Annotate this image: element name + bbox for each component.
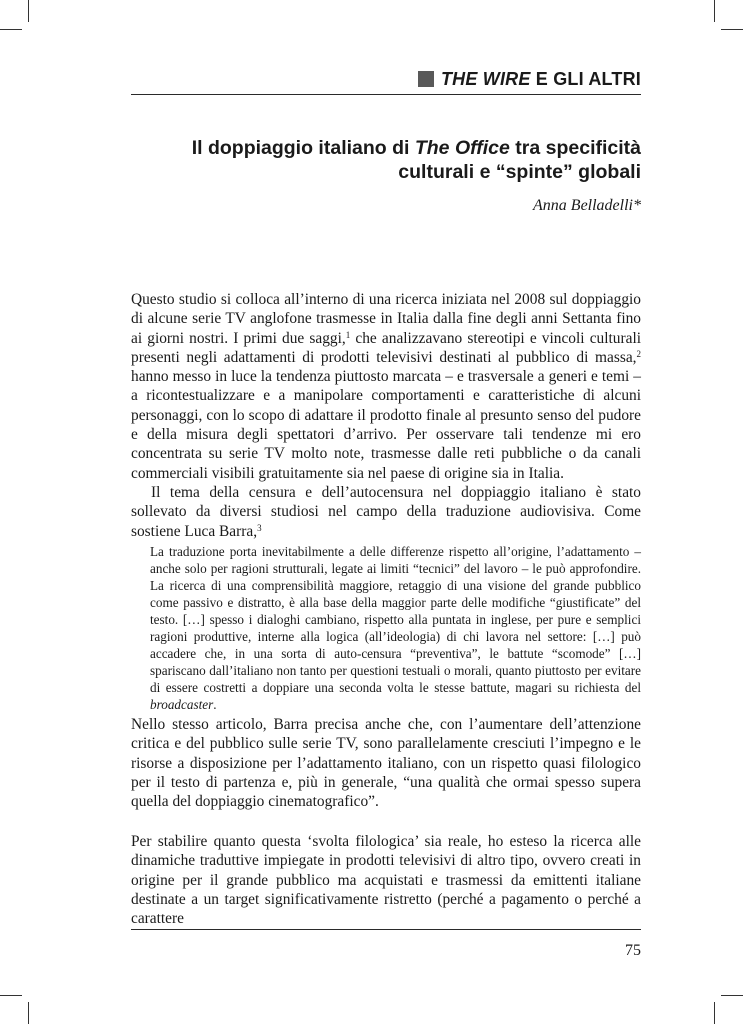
article-title-line-2: culturali e “spinte” globali <box>398 161 641 183</box>
body-intro <box>131 290 641 541</box>
article-title-line-1 <box>131 136 641 160</box>
section-title <box>441 69 641 90</box>
paragraph-3: Nello stesso articolo, Barra precisa anche che, con l’aumentare dell’attenzione critica e del pubblico sulle serie TV, sono parallelamente cresciuti l’impegno e le risorse a disposizione per l’adattamento italiano, con un rispetto quasi filologico per il testo di partenza e, più in generale, “una qualità che ormai spesso supera quella del doppiaggio cinematografico”. <box>131 716 641 811</box>
author-name: Anna Belladelli* <box>533 197 641 214</box>
crop-mark-bottom-right-horizontal <box>721 995 743 996</box>
block-quote: La traduzione porta inevitabilmente a delle differenze rispetto all’origine, l’adattamento – anche solo per ragioni strutturali, legate ai limiti “tecnici” del lavoro – le può approfondire. La ricerca di una comprensibilità maggiore, retaggio di una visione del grande pubblico come passivo e distratto, è alla base della maggior parte delle modifiche “giustificate” del testo. […] spesso i dialoghi cambiano, rispetto alla puntata in inglese, per pure e semplici ragioni produttive, interne alla logica (all’ideologia) di chi lavora nel settore: […] può accadere che, in una sorta di auto-censura “preventiva”, le battute “scomode” […] spariscano dall’italiano non tanto per questioni testuali o morali, quanto piuttosto per evitare di essere costretti a doppiare una seconda volta le stesse battute, magari su richiesta del broadcaster. <box>150 544 641 712</box>
footnote-ref-1[interactable]: 1 <box>345 329 351 340</box>
paragraph-2: Il tema della censura e dell’autocensura nel doppiaggio italiano è stato sollevato da diversi studiosi nel campo della traduzione audiovisiva. Come sostiene Luca Barra,$^3$ <box>131 483 641 540</box>
article-title <box>131 136 641 184</box>
page-number: 75 <box>625 942 641 959</box>
body-after-quote <box>131 715 641 811</box>
title-part-2: tra specificità <box>509 137 641 159</box>
crop-mark-top-left-vertical <box>28 0 29 22</box>
section-title-italic: THE WIRE <box>440 68 531 89</box>
title-italic: The Office <box>414 137 510 159</box>
title-part-1: Il doppiaggio italiano di <box>191 137 415 159</box>
paragraph-4: Per stabilire quanto questa ‘svolta filologica’ sia reale, ho esteso la ricerca alle dinamiche traduttive impiegate in prodotti televisivi di altro tipo, ovvero creati in origine per il grande pubblico ma acquistati e trasmessi da emittenti italiane destinate a un target significativamente ristretto (perché a pagamento o perché a carattere <box>131 833 641 928</box>
section-title-rest: E GLI ALTRI <box>530 68 641 89</box>
footer-rule <box>131 929 641 930</box>
crop-mark-top-right-horizontal <box>721 29 743 30</box>
footnote-ref-3[interactable]: 3 <box>257 522 262 533</box>
body-section-2 <box>131 832 641 928</box>
crop-mark-bottom-left-horizontal <box>0 995 22 996</box>
footnote-ref-2[interactable]: 2 <box>636 348 641 359</box>
section-square-icon <box>418 71 434 87</box>
crop-mark-bottom-right-vertical <box>714 1002 715 1024</box>
quote-italic: broadcaster <box>150 697 214 712</box>
section-header <box>131 64 641 95</box>
paragraph-1: Questo studio si colloca all’interno di una ricerca iniziata nel 2008 sul doppiaggio di alcune serie TV anglofone trasmesse in Italia dalla fine degli anni Settanta fino ai giorni nostri. I primi due saggi,$^1$ che analizzavano stereotipi e vincoli culturali presenti negli adattamenti di prodotti televisivi destinati al pubblico di massa,$^2$ hanno messo in luce la tendenza piuttosto marcata – e trasversale a generi e temi – a ricontestualizzare e a manipolare comportamenti e caratteristiche di alcuni personaggi, con lo scopo di adattare il prodotto finale al presunto senso del pudore e della misura degli spettatori d’arrivo. Per osservare tali tendenze mi ero concentrata su serie TV molto note, trasmesse dalle reti pubbliche o da canali commerciali visibili gratuitamente sia nel paese di origine sia in Italia. <box>131 291 641 482</box>
crop-mark-top-left-horizontal <box>0 29 22 30</box>
crop-mark-top-right-vertical <box>714 0 715 22</box>
crop-mark-bottom-left-vertical <box>28 1002 29 1024</box>
